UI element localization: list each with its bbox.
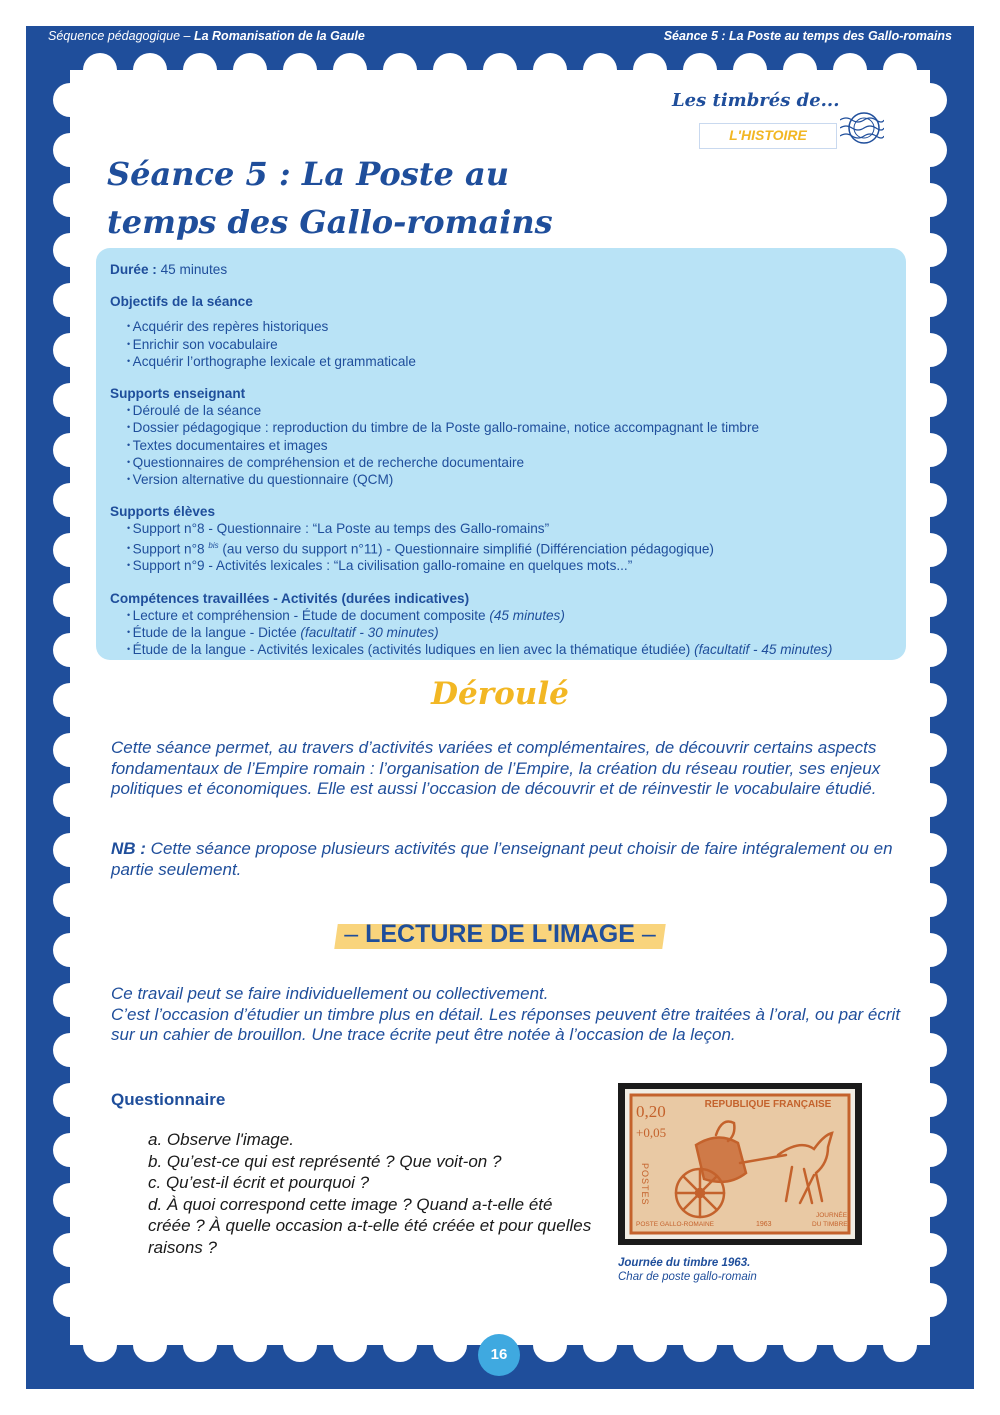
list-item: • Dossier pédagogique : reproduction du timbre de la Poste gallo-romaine, notice accompagnant le timbre <box>127 419 892 436</box>
skills-list <box>110 607 892 659</box>
stamp-caption-text: Char de poste gallo-romain <box>618 1271 757 1283</box>
series-logo-label-box <box>700 124 836 148</box>
lecture-heading: – LECTURE DE L'IMAGE – <box>330 918 670 951</box>
skills-heading: Compétences travaillées - Activités (durées indicatives) <box>110 590 470 606</box>
lecture-text: Ce travail peut se faire individuellement ou collectivement. C’est l’occasion d’étudier un timbre plus en détail. Les réponses peuvent être traitées à l’oral, ou par écrit sur un cahier de brouillon. Une trace écrite peut être notée à l’occasion de la leçon. <box>111 984 901 1044</box>
stamp-year: 1963 <box>756 1221 772 1228</box>
list-item: • Étude de la langue - Activités lexicales (activités ludiques en lien avec la thématique étudiée) (facultatif - 45 minutes) <box>127 641 892 658</box>
stamp-caption-title: Journée du timbre 1963. <box>618 1257 751 1269</box>
deroule-intro: Cette séance permet, au travers d’activités variées et complémentaires, de découvrir certains aspects fondamentaux de l’Empire romain : l’organisation de l’Empire, la création du réseau routier, ses enjeux politiques et économiques. Elle est aussi l’occasion de découvrir et de réinvestir le vocabulaire étudié. <box>111 738 881 798</box>
list-item: • Enrichir son vocabulaire <box>127 336 892 353</box>
stamp-bottom-right-2: DU TIMBRE <box>812 1221 848 1228</box>
postmark-icon <box>840 108 884 148</box>
page-title <box>107 150 667 246</box>
series-logo-label: L'HISTOIRE <box>729 127 807 143</box>
objectives-heading: Objectifs de la séance <box>110 294 253 310</box>
page-title-line-1: Séance 5 : La Poste au <box>107 155 510 193</box>
list-item: • Support n°8 $^{bis}$ (au verso du support n°11) - Questionnaire simplifié (Différenciation pédagogique) <box>127 538 892 558</box>
header-sequence-title: Séquence pédagogique – La Romanisation de la Gaule <box>48 29 365 43</box>
questionnaire-heading: Questionnaire <box>111 1090 226 1109</box>
objectives-list <box>110 318 892 370</box>
stamp-bottom-left: POSTE GALLO-ROMAINE <box>636 1221 715 1228</box>
list-item: • Support n°9 - Activités lexicales : “La civilisation gallo-romaine en quelques mots...” <box>127 557 892 574</box>
list-item: • Support n°8 - Questionnaire : “La Poste au temps des Gallo-romains” <box>127 520 892 537</box>
header-seance-title: Séance 5 : La Poste au temps des Gallo-romains <box>663 29 952 43</box>
stamp-country: REPUBLIQUE FRANÇAISE <box>704 1099 832 1110</box>
page-title-line-2: temps des Gallo-romains <box>107 203 553 241</box>
page-number: 16 <box>478 1334 520 1376</box>
teacher-supports-list <box>110 402 892 488</box>
stamp-image <box>618 1083 862 1245</box>
series-logo <box>672 90 884 156</box>
list-item: • Acquérir l’orthographe lexicale et grammaticale <box>127 353 892 370</box>
list-item: • Questionnaires de compréhension et de recherche documentaire <box>127 454 892 471</box>
question-item: a. Observe l'image. <box>148 1130 294 1149</box>
student-supports-heading: Supports élèves <box>110 504 216 520</box>
list-item: • Acquérir des repères historiques <box>127 318 892 335</box>
stamp-surcharge: +0,05 <box>636 1125 667 1140</box>
deroule-note: NB : Cette séance propose plusieurs activités que l’enseignant peut choisir de faire intégralement ou en partie seulement. <box>111 839 893 879</box>
question-item: c. Qu’est-il écrit et pourquoi ? <box>148 1173 370 1192</box>
duration: Durée : 45 minutes <box>110 262 228 277</box>
list-item: • Étude de la langue - Dictée (facultatif - 30 minutes) <box>127 624 892 641</box>
stamp-price: 0,20 <box>636 1102 666 1121</box>
list-item: • Textes documentaires et images <box>127 437 892 454</box>
list-item: • Déroulé de la séance <box>127 402 892 419</box>
question-item: b. Qu’est-ce qui est représenté ? Que voit-on ? <box>148 1151 502 1171</box>
series-logo-title: Les timbrés de... <box>672 90 840 111</box>
list-item: • Version alternative du questionnaire (QCM) <box>127 471 892 488</box>
teacher-supports-heading: Supports enseignant <box>110 386 246 402</box>
stamp-caption <box>618 1256 757 1284</box>
question-item: d. À quoi correspond cette image ? Quand a-t-elle été créée ? À quelle occasion a-t-elle été créée et pour quelles raisons ? <box>148 1194 592 1257</box>
session-info-box <box>96 248 906 660</box>
deroule-heading: Déroulé <box>431 676 569 712</box>
student-supports-list <box>110 520 892 574</box>
lecture-heading-wrap <box>0 918 1000 951</box>
stamp-bottom-right-1: JOURNÉE <box>816 1212 848 1219</box>
list-item: • Lecture et compréhension - Étude de document composite (45 minutes) <box>127 607 892 624</box>
questionnaire-list <box>148 1129 598 1258</box>
stamp-postes: POSTES <box>640 1163 650 1206</box>
